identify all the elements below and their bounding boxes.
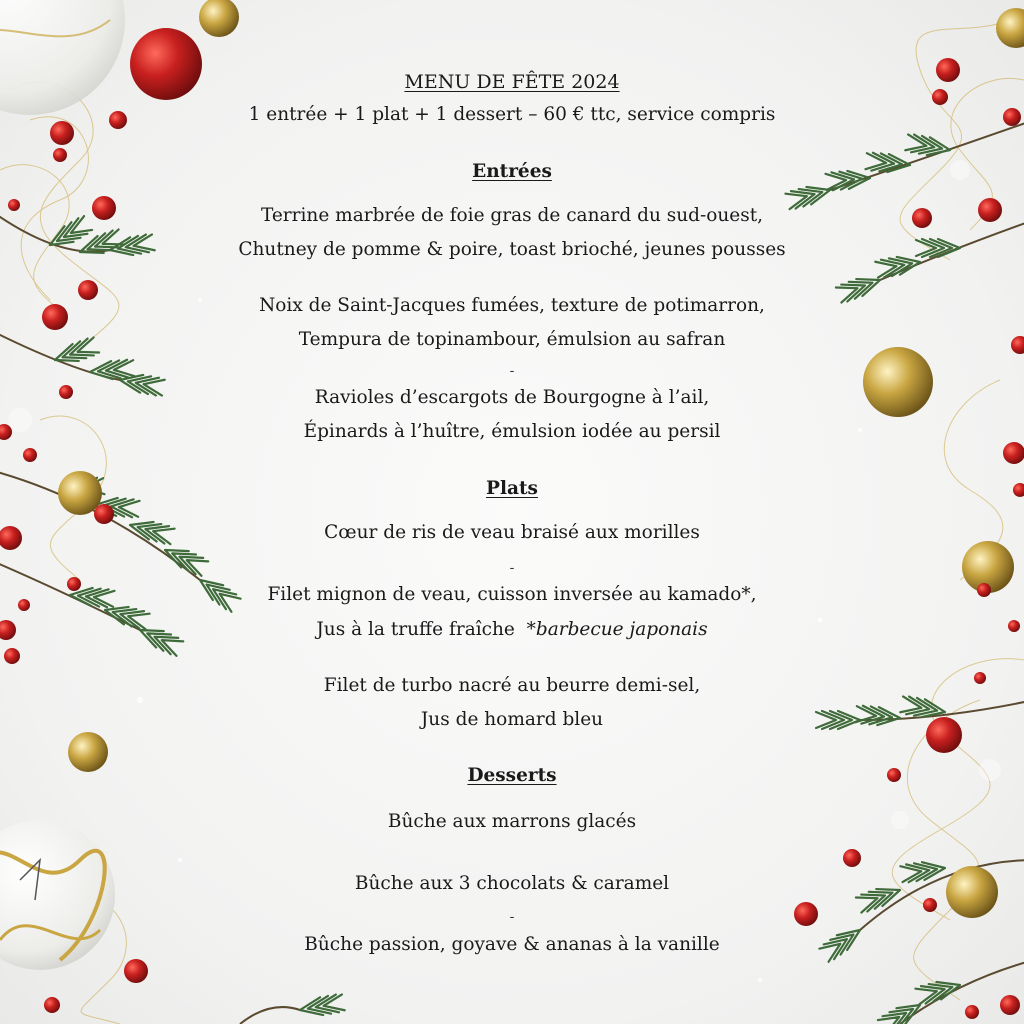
entree-2-line-1: Noix de Saint-Jacques fumées, texture de potimarron, [259,295,765,316]
section-heading-entrees: Entrées [472,161,552,182]
white-gold-bauble-icon [0,0,125,115]
entree-3-line-2: Épinards à l’huître, émulsion iodée au persil [303,421,721,442]
plat-2-footnote: *barbecue japonais [526,619,708,640]
plat-1-line-1: Cœur de ris de veau braisé aux morilles [324,522,700,543]
item-separator: - [509,560,515,576]
plat-3-line-1: Filet de turbo nacré au beurre demi-sel, [323,675,701,696]
plat-3-line-2: Jus de homard bleu [420,709,604,730]
plat-2-line-2-text: Jus à la truffe fraîche [316,619,515,640]
menu-formula: 1 entrée + 1 plat + 1 dessert – 60 € ttc, service compris [248,104,776,125]
dessert-3: Bûche passion, goyave & ananas à la vanille [304,934,720,955]
plat-2-line-1: Filet mignon de veau, cuisson inversée au kamado*, [267,584,757,605]
entree-3-line-1: Ravioles d’escargots de Bourgogne à l’ail, [314,387,710,408]
menu-title: MENU DE FÊTE 2024 [404,71,620,93]
entree-1-line-1: Terrine marbrée de foie gras de canard du sud-ouest, [260,205,764,226]
plat-2-line-2 [162,618,862,642]
white-gold-bauble-icon [0,820,115,970]
entree-2-line-2: Tempura de topinambour, émulsion au safran [298,329,726,350]
dessert-2: Bûche aux 3 chocolats & caramel [354,873,670,894]
section-heading-plats: Plats [486,478,538,499]
dessert-1: Bûche aux marrons glacés [387,811,637,832]
entree-1-line-2: Chutney de pomme & poire, toast brioché, jeunes pousses [238,239,786,260]
section-heading-desserts: Desserts [467,765,557,786]
item-separator: - [509,363,515,379]
item-separator: - [509,909,515,925]
